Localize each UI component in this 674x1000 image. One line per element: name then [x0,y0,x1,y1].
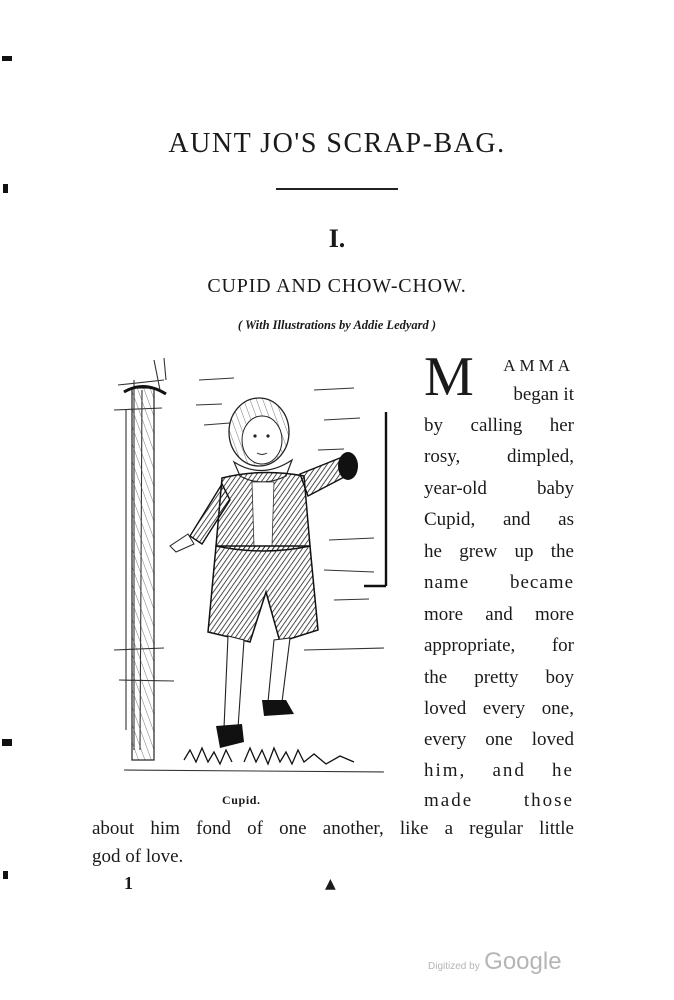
column-line: loved every one, [424,698,574,719]
digitized-watermark [428,948,562,976]
margin-mark [2,56,12,61]
column-line: he grew up the [424,541,574,562]
column-line: rosy, dimpled, [424,446,574,467]
column-line: him, and he [424,760,574,781]
signature-mark: ▲ [325,876,336,892]
first-line-rest: AMMA [503,356,574,375]
google-logo: Google [484,948,562,975]
margin-mark [3,184,8,193]
title-rule [276,188,398,190]
illustration-caption: Cupid. [222,793,261,807]
column-line: began it [513,384,574,405]
column-line: name became [424,572,574,593]
illustration-credit: ( With Illustrations by Addie Ledyard ) [237,318,437,332]
column-line: made those [424,790,574,811]
body-line: about him fond of one another, like a regular little [92,818,574,839]
column-line: appropriate, for [424,635,574,656]
column-line: Cupid, and as [424,509,574,530]
drop-cap: M [424,346,474,408]
book-title: AUNT JO'S SCRAP-BAG. [168,128,506,159]
column-line: the pretty boy [424,667,574,688]
cupid-engraving [104,350,404,790]
column-line: year-old baby [424,478,574,499]
chapter-title: CUPID AND CHOW-CHOW. [207,275,467,297]
margin-mark [3,871,8,879]
chapter-number: I. [328,224,346,253]
column-line: every one loved [424,729,574,750]
margin-mark [2,739,12,746]
body-line: god of love. [92,846,184,867]
column-line: by calling her [424,415,574,436]
page-number: 1 [124,873,133,893]
column-line: more and more [424,604,574,625]
watermark-prefix: Digitized by [428,961,480,972]
